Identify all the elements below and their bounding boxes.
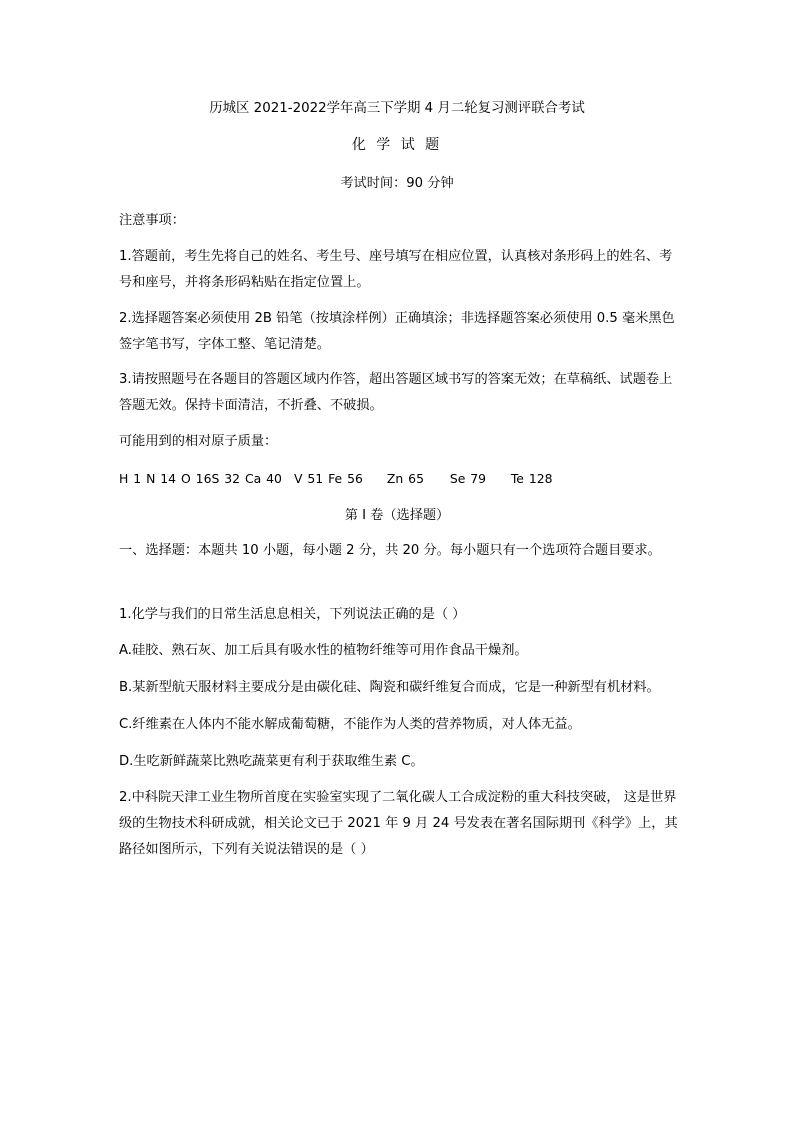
question-option: C.纤维素在人体内不能水解成葡萄糖，不能作为人类的营养物质，对人体无益。 — [119, 717, 581, 732]
exam-title: 历城区 2021-2022学年高三下学期 4 月二轮复习测评联合考试 — [209, 101, 585, 116]
question-stem: 2.中科院天津工业生物所首度在实验室实现了二氧化碳人工合成淀粉的重大科技突破， 这是世界级的生物技术科研成就，相关论文已于 2021 年 9 月 24 号发表在著名国际期刊《科学》上，其路径如图所示，下列有关说法错误的是（ ） — [119, 790, 678, 857]
notice-item: 1.答题前，考生先将自己的姓名、考生号、座号填写在相应位置，认真核对条形码上的姓名、考号和座号，并将条形码粘贴在指定位置上。 — [119, 249, 673, 290]
atomic-mass-group: Zn 65 — [386, 471, 424, 486]
section-instruction: 一、选择题：本题共 10 小题，每小题 2 分，共 20 分。每小题只有一个选项符合题目要求。 — [119, 543, 661, 558]
question-option: B.某新型航天服材料主要成分是由碳化硅、陶瓷和碳纤维复合而成，它是一种新型有机材料。 — [119, 680, 660, 695]
exam-time: 考试时间：90 分钟 — [340, 176, 454, 191]
notice-item: 2.选择题答案必须使用 2B 铅笔（按填涂样例）正确填涂；非选择题答案必须使用 0.5 毫米黑色签字笔书写，字体工整、笔记清楚。 — [119, 311, 675, 352]
question-option: D.生吃新鲜蔬菜比熟吃蔬菜更有利于获取维生素 C。 — [119, 754, 424, 769]
atomic-mass-group: Te 128 — [510, 471, 553, 486]
question-option: A.硅胶、熟石灰、加工后具有吸水性的植物纤维等可用作食品干燥剂。 — [119, 643, 528, 658]
section-title: 第 Ⅰ 卷（选择题） — [344, 508, 450, 523]
atomic-mass-list — [119, 470, 679, 488]
atomic-mass-group: Se 79 — [449, 471, 487, 486]
atomic-mass-heading: 可能用到的相对原子质量： — [119, 434, 278, 449]
subject-title: 化 学 试 题 — [351, 137, 443, 153]
atomic-mass-group: H 1 N 14 O 16S 32 Ca 40 — [119, 471, 282, 486]
question-stem: 1.化学与我们的日常生活息息相关，下列说法正确的是（ ） — [119, 607, 466, 622]
notice-heading: 注意事项： — [119, 213, 185, 228]
atomic-mass-group: V 51 Fe 56 — [293, 471, 363, 486]
notice-item: 3.请按照题号在各题目的答题区域内作答，超出答题区域书写的答案无效；在草稿纸、试题卷上答题无效。保持卡面清洁，不折叠、不破损。 — [119, 372, 673, 413]
